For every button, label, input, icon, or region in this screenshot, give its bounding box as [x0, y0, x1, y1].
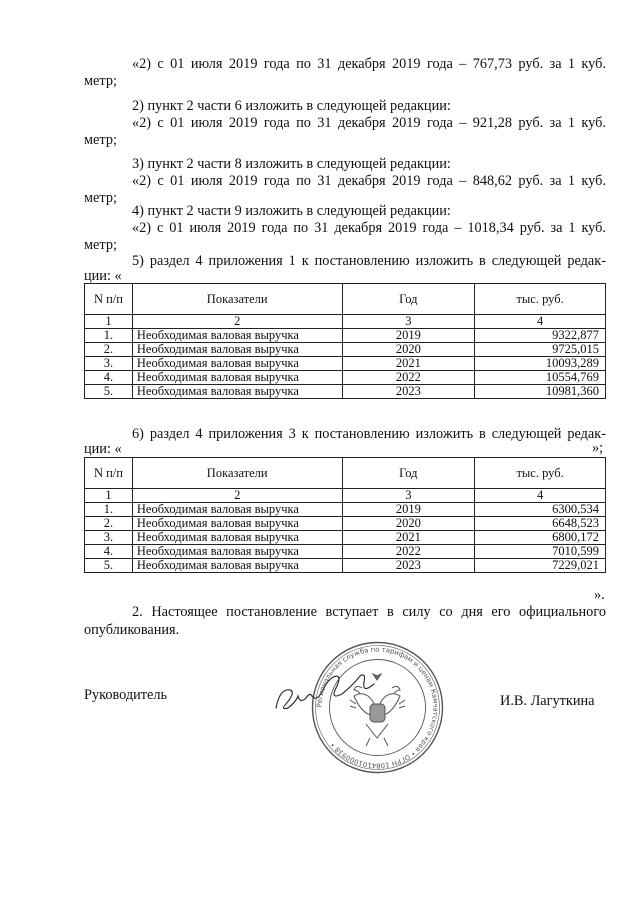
- row-number: 4.: [85, 545, 133, 559]
- table-row: [85, 343, 606, 357]
- row-year: 2021: [342, 531, 475, 545]
- paragraph-tariff-4: «2) с 01 июля 2019 года по 31 декабря 2019 года – 1018,34 руб. за 1 куб.: [132, 220, 606, 236]
- row-indicator: Необходимая валовая выручка: [132, 385, 342, 399]
- row-value: 9725,015: [475, 343, 606, 357]
- row-indicator: Необходимая валовая выручка: [132, 329, 342, 343]
- row-value: 10554,769: [475, 371, 606, 385]
- row-year: 2022: [342, 545, 475, 559]
- row-indicator: Необходимая валовая выручка: [132, 531, 342, 545]
- row-value: 6648,523: [475, 517, 606, 531]
- paragraph-item-5: 5) раздел 4 приложения 1 к постановлению изложить в следующей редак-: [132, 253, 606, 269]
- column-index: 1: [85, 315, 133, 329]
- quote-close-2: ».: [594, 587, 605, 603]
- column-index: 1: [85, 489, 133, 503]
- row-value: 7229,021: [475, 559, 606, 573]
- row-number: 3.: [85, 531, 133, 545]
- row-indicator: Необходимая валовая выручка: [132, 545, 342, 559]
- paragraph-item-2: 2) пункт 2 части 6 изложить в следующей редакции:: [132, 98, 451, 114]
- row-indicator: Необходимая валовая выручка: [132, 357, 342, 371]
- row-value: 10093,289: [475, 357, 606, 371]
- paragraph-tariff-2: «2) с 01 июля 2019 года по 31 декабря 2019 года – 921,28 руб. за 1 куб.: [132, 115, 606, 131]
- row-year: 2023: [342, 385, 475, 399]
- quote-close-1: »;: [592, 440, 604, 456]
- row-value: 6300,534: [475, 503, 606, 517]
- header-value: тыс. руб.: [475, 458, 606, 489]
- paragraph-item-6: 6) раздел 4 приложения 3 к постановлению изложить в следующей редак-: [132, 426, 606, 442]
- table-row: [85, 517, 606, 531]
- header-year: Год: [342, 284, 475, 315]
- table-row: [85, 503, 606, 517]
- column-index: 3: [342, 489, 475, 503]
- header-indicator: Показатели: [132, 284, 342, 315]
- row-number: 5.: [85, 559, 133, 573]
- paragraph-tariff-2-end: метр;: [84, 132, 117, 148]
- row-indicator: Необходимая валовая выручка: [132, 503, 342, 517]
- paragraph-item-4: 4) пункт 2 части 9 изложить в следующей редакции:: [132, 203, 451, 219]
- row-year: 2021: [342, 357, 475, 371]
- revenue-table-1: [84, 283, 606, 399]
- table-row: [85, 559, 606, 573]
- header-indicator: Показатели: [132, 458, 342, 489]
- row-value: 6800,172: [475, 531, 606, 545]
- signer-position: Руководитель: [84, 687, 168, 703]
- revenue-table-2: [84, 457, 606, 573]
- row-number: 1.: [85, 503, 133, 517]
- header-year: Год: [342, 458, 475, 489]
- column-index: 4: [475, 315, 606, 329]
- table-row: [85, 371, 606, 385]
- header-number: N п/п: [85, 284, 133, 315]
- column-index: 3: [342, 315, 475, 329]
- row-value: 7010,599: [475, 545, 606, 559]
- row-number: 2.: [85, 517, 133, 531]
- paragraph-final-end: опубликования.: [84, 622, 180, 638]
- paragraph-tariff-1-end: метр;: [84, 73, 117, 89]
- paragraph-tariff-4-end: метр;: [84, 237, 117, 253]
- table-row: [85, 357, 606, 371]
- paragraph-tariff-3-end: метр;: [84, 190, 117, 206]
- row-year: 2019: [342, 329, 475, 343]
- column-index: 2: [132, 489, 342, 503]
- column-index: 4: [475, 489, 606, 503]
- table-row: [85, 385, 606, 399]
- paragraph-tariff-3: «2) с 01 июля 2019 года по 31 декабря 2019 года – 848,62 руб. за 1 куб.: [132, 173, 606, 189]
- seal-ring-text: Региональная служба по тарифам и ценам Камчатского края • ОГРН 1084101000938 •: [315, 645, 440, 770]
- row-number: 3.: [85, 357, 133, 371]
- row-number: 2.: [85, 343, 133, 357]
- row-value: 9322,877: [475, 329, 606, 343]
- header-value: тыс. руб.: [475, 284, 606, 315]
- row-indicator: Необходимая валовая выручка: [132, 371, 342, 385]
- table-row: [85, 329, 606, 343]
- paragraph-tariff-1: «2) с 01 июля 2019 года по 31 декабря 2019 года – 767,73 руб. за 1 куб.: [132, 56, 606, 72]
- row-indicator: Необходимая валовая выручка: [132, 517, 342, 531]
- header-number: N п/п: [85, 458, 133, 489]
- row-number: 4.: [85, 371, 133, 385]
- row-indicator: Необходимая валовая выручка: [132, 343, 342, 357]
- row-indicator: Необходимая валовая выручка: [132, 559, 342, 573]
- row-year: 2019: [342, 503, 475, 517]
- row-number: 1.: [85, 329, 133, 343]
- paragraph-final: 2. Настоящее постановление вступает в силу со дня его официального: [132, 604, 606, 620]
- column-index: 2: [132, 315, 342, 329]
- row-value: 10981,360: [475, 385, 606, 399]
- paragraph-item-3: 3) пункт 2 части 8 изложить в следующей редакции:: [132, 156, 451, 172]
- row-year: 2022: [342, 371, 475, 385]
- signer-name: И.В. Лагуткина: [500, 693, 595, 709]
- table-row: [85, 531, 606, 545]
- row-year: 2020: [342, 343, 475, 357]
- handwritten-signature: [268, 668, 388, 723]
- row-year: 2023: [342, 559, 475, 573]
- table-row: [85, 545, 606, 559]
- row-number: 5.: [85, 385, 133, 399]
- row-year: 2020: [342, 517, 475, 531]
- paragraph-item-5-end: ции: «: [84, 268, 122, 284]
- paragraph-item-6-end: ции: «: [84, 441, 122, 457]
